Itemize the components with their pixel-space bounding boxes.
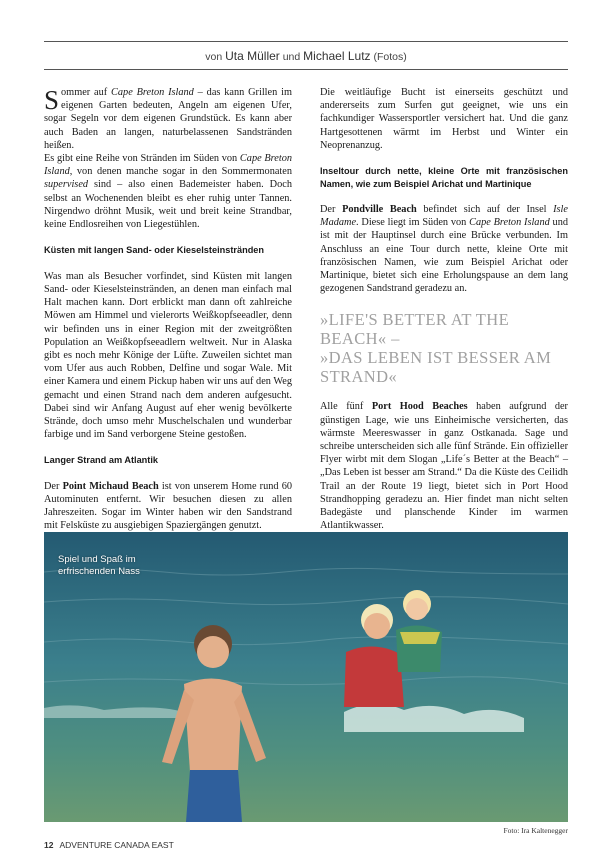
intro-text: sind – also einen Bademeister haben. Doch selbst an Wochenenden bleibt es eher ruhig unter Tannen. Nirgendwo dröhnt Musik, weit und breit keine Strandbar, keine Endlosreihen von Liegestühlen. — [44, 179, 292, 231]
byline-rule — [44, 69, 568, 70]
byline-conj: und — [282, 51, 301, 63]
paragraph-pondville — [320, 203, 568, 295]
body-text: haben aufgrund der günstigen Lage, wie uns Einheimische versicherten, das wärmste Meereswasser in ganz Ostkanada. Sage und schreibe unterscheiden sich alle fünf Strände. Ein offizieller Flyer wirbt mit dem Slogan „Life´s Better at the Beach“ – „Das Leben ist besser am Strand.“ Da die Küste des Ceilidh Trail an der Route 19 liegt, bietet sich in Port Hood Strandhopping geradezu an. Hier findet man nicht selten Badegäste und planschende Kinder im warmen Atlantikwasser. — [320, 401, 568, 532]
beach-photo — [44, 532, 568, 822]
body-text: Der — [320, 204, 343, 216]
intro-place: Cape Breton Island — [111, 87, 194, 98]
paragraph-port-hood — [320, 400, 568, 532]
body-text: . Diese liegt im Süden von — [356, 217, 470, 229]
pull-quote-line-1: »LIFE'S BETTER AT THE BEACH« – — [320, 310, 510, 349]
body-text: befindet sich auf der Insel — [416, 204, 554, 216]
body-text: und ist mit der Hauptinsel durch eine Brücke verbunden. Im Anschluss an eine Tour durch nette, kleine Orte mit französischen Namen, wie zum Beispiel Arichat oder Martinique, bietet sich eine Erholungspause an dem lang gezogenen Sandstrand geradezu an. — [320, 217, 568, 295]
place-name: Cape Breton Island — [469, 217, 550, 229]
byline-author-1: Uta Müller — [225, 49, 280, 63]
intro-paragraph — [44, 86, 292, 231]
intro-term: supervised — [44, 179, 89, 191]
intro-text: , von denen manche sogar in den Sommermonaten — [69, 166, 292, 178]
intro-text: Es gibt eine Reihe von Stränden im Süden von — [44, 153, 240, 165]
intro-text: – das kann Grillen im eigenen Garten bedeuten, Angeln am eigenen Ufer, sogar Segeln vor dem eigenen Grundstück. Es kann aber auch Baden an langen, naturbelassenen Sandstränden heißen. — [44, 87, 292, 151]
paragraph-kuesten: Was man als Besucher vorfindet, sind Küsten mit langen Sand- oder Kieselsteinstränden, an denen man einfach mal Halt machen kann. Dort erblickt man dann oft zahlreiche Möwen am Himmel und vielerorts Weißkopfseeadler, denn wir befinden uns in einer Region mit der zweitgrößten Population an Weißkopfseeadlern weltweit. Nur in Alaska gibt es noch mehr Könige der Lüfte. Zuweilen sichtet man vom Ufer aus auch Robben, Delfine und sogar Wale. Mit einer Kamera und einem Pickup haben wir uns auf den Weg gemacht und einen Strand nach dem anderen aufgesucht. Dabei sind wir Anfang August auf eher wenig bevölkerte Strände, doch umso mehr Muschelschalen und wunderbar farbige und im Sand verborgene Steine gestoßen. — [44, 270, 292, 441]
subheading-atlantik: Langer Strand am Atlantik — [44, 455, 159, 466]
subheading-kuesten: Küsten mit langen Sand- oder Kieselsteinstränden — [44, 245, 265, 256]
pull-quote — [320, 310, 568, 386]
beach-name: Point Michaud Beach — [62, 480, 159, 492]
drop-cap: S — [44, 85, 60, 115]
top-rule — [44, 41, 568, 42]
byline-author-2: Michael Lutz — [303, 49, 371, 63]
page-footer — [44, 840, 174, 850]
subheading-inseltour: Inseltour durch nette, kleine Orte mit französischen Namen, wie zum Beispiel Arichat und Martinique — [320, 166, 568, 189]
intro-place: Cape Breton Island — [44, 153, 293, 178]
body-text: Der — [44, 480, 63, 492]
byline-prefix: von — [205, 51, 223, 63]
beach-name: Port Hood Beaches — [371, 401, 468, 413]
body-text: Alle fünf — [320, 401, 372, 413]
intro-text: ommer auf — [61, 87, 112, 98]
photo-caption: Spiel und Spaß im erfrischenden Nass — [58, 554, 140, 577]
pull-quote-line-2: »DAS LEBEN IST BESSER AM STRAND« — [320, 348, 552, 387]
right-column — [320, 86, 568, 572]
body-text: ist von unserem Home rund 60 Autominuten entfernt. Wir besuchen diesen zu allen Jahreszeiten. Sogar im Winter haben wir den Sandstrand mit Felsküste zu ausgiebigen Spaziergängen genutzt. — [44, 480, 293, 532]
byline — [44, 49, 568, 63]
paragraph-bucht: Die weitläufige Bucht ist einerseits geschützt und andererseits zum Surfen gut geeignet, wie uns ein fachkundiger Wassersportler versichert hat. Und die ganz Hartgesottenen wärmt im Herbst und Winter ein Neoprenanzug. — [320, 87, 568, 151]
left-column — [44, 86, 292, 533]
place-name: Isle Madame — [320, 204, 568, 229]
byline-role: (Fotos) — [373, 51, 407, 63]
beach-name: Pondville Beach — [342, 204, 417, 216]
publication-name: ADVENTURE CANADA EAST — [59, 840, 174, 850]
page-number: 12 — [44, 840, 54, 850]
photo-credit: Foto: Ira Kaltenegger — [503, 826, 568, 835]
paragraph-point-michaud — [44, 480, 292, 533]
